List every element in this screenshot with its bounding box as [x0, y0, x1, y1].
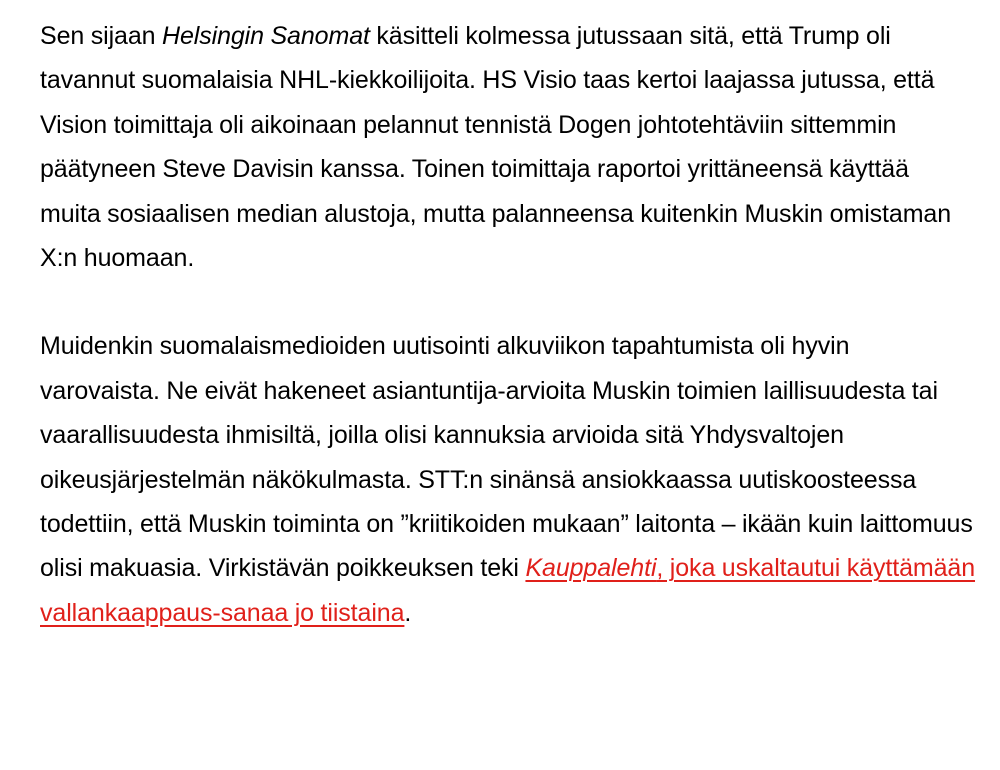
paragraph-1-text-rest: käsitteli kolmessa jutussaan sitä, että Trump oli tavannut suomalaisia NHL-kiekkoilijoita. HS Visio taas kertoi laajassa jutussa, että Vision toimittaja oli aikoinaan pelannut tennistä Dogen johtotehtäviin sittemmin päätyneen Steve Davisin kanssa. Toinen toimittaja raportoi yrittäneensä käyttää muita sosiaalisen median alustoja, mutta palanneensa kuitenkin Muskin omistaman X:n huomaan.: [40, 22, 952, 273]
paragraph-2: [40, 324, 975, 635]
article-body: [40, 14, 975, 635]
paragraph-2-text: Muidenkin suomalaismedioiden uutisointi alkuviikon tapahtumista oli hyvin varovaista. Ne eivät hakeneet asiantuntija-arvioita Muskin toimien laillisuudesta tai vaarallisuudesta ihmisiltä, joilla olisi kannuksia arvioida sitä Yhdysvaltojen oikeusjärjestelmän näkökulmasta. STT:n sinänsä ansiokkaassa uutiskoosteessa todettiin, että Muskin toiminta on ”kriitikoiden mukaan” laitonta – ikään kuin laittomuus olisi makuasia. Virkistävän poikkeuksen teki: [40, 332, 973, 583]
kauppalehti-link-publication: Kauppalehti: [525, 554, 657, 583]
paragraph-1-text-start: Sen sijaan: [40, 22, 162, 50]
kauppalehti-link-text: , joka uskaltautui käyttämään vallankaappaus-sanaa jo tiistaina: [40, 554, 976, 627]
paragraph-1: [40, 14, 975, 280]
paragraph-2-end: .: [404, 598, 412, 627]
publication-name: Helsingin Sanomat: [162, 22, 370, 50]
